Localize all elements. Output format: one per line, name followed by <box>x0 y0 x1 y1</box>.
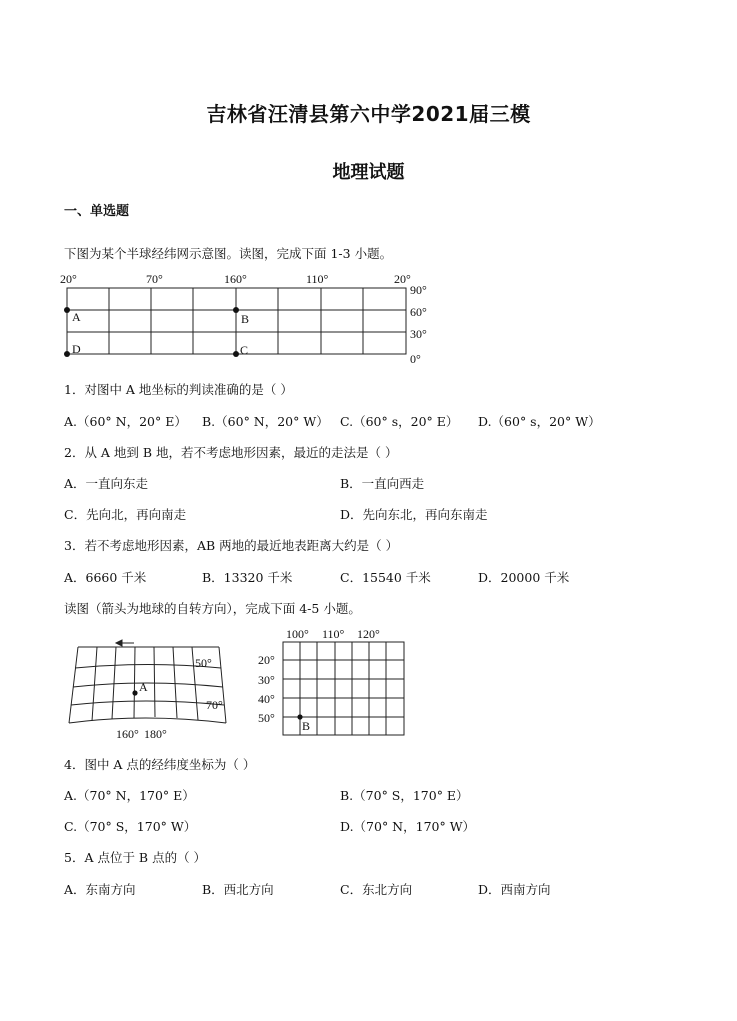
q3-option-b[interactable]: B．13320 千米 <box>202 570 293 585</box>
q1-option-a[interactable]: A.（60° N，20° E） <box>64 414 187 429</box>
fig1-lat-labels <box>410 283 427 366</box>
fig1-lon-labels <box>60 272 411 286</box>
question-4: 4．图中 A 点的经纬度坐标为（ ） <box>64 757 256 772</box>
fig1-lon-label: 110° <box>306 272 329 286</box>
fig1-lon-label: 20° <box>60 272 77 286</box>
figure-graticule-2 <box>64 635 234 745</box>
fig2-lon-label: 160° <box>116 727 139 741</box>
fig2-lat-label: 50° <box>195 656 212 670</box>
intro-text-2: 读图（箭头为地球的自转方向），完成下面 4-5 小题。 <box>64 601 361 616</box>
fig1-lon-label: 160° <box>224 272 247 286</box>
point-a-label: A <box>72 310 81 324</box>
q1-option-b[interactable]: B.（60° N，20° W） <box>202 414 329 429</box>
fig3-lat-label: 20° <box>258 653 275 667</box>
fig3-lon-label: 110° <box>322 627 345 641</box>
fig3-lon-label: 120° <box>357 627 380 641</box>
q4-option-d[interactable]: D.（70° N，170° W） <box>340 819 476 834</box>
section-heading: 一、单选题 <box>64 204 130 219</box>
q2-option-b[interactable]: B．一直向西走 <box>340 476 425 491</box>
fig3-lat-label: 40° <box>258 692 275 706</box>
q3-option-d[interactable]: D．20000 千米 <box>478 570 570 585</box>
point-d-label: D <box>72 342 81 356</box>
fig2-point-a-marker <box>132 690 137 695</box>
point-b-marker <box>233 307 239 313</box>
point-d-marker <box>64 351 70 357</box>
fig3-lon-labels <box>286 627 380 641</box>
point-c-marker <box>233 351 239 357</box>
q5-option-b[interactable]: B．西北方向 <box>202 882 274 897</box>
intro-text-1: 下图为某个半球经纬网示意图。读图，完成下面 1-3 小题。 <box>64 246 393 261</box>
q1-option-d[interactable]: D.（60° s，20° W） <box>478 414 601 429</box>
point-b-label: B <box>241 312 250 326</box>
page-title: 吉林省汪清县第六中学2021届三模 <box>206 102 531 126</box>
fig1-lat-label: 30° <box>410 327 427 341</box>
q3-option-a[interactable]: A．6660 千米 <box>64 570 147 585</box>
fig2-point-a-label: A <box>139 680 148 694</box>
question-1: 1．对图中 A 地坐标的判读准确的是（ ） <box>64 382 293 397</box>
fig2-lat-label: 70° <box>206 698 223 712</box>
figure-graticule-1 <box>60 270 440 370</box>
fig3-lat-label: 50° <box>258 711 275 725</box>
fig2-lon-label: 180° <box>144 727 167 741</box>
fig3-lat-labels <box>258 653 275 725</box>
fig1-lat-label: 0° <box>410 352 421 366</box>
q2-option-d[interactable]: D．先向东北，再向东南走 <box>340 507 488 522</box>
q1-option-c[interactable]: C.（60° s，20° E） <box>340 414 459 429</box>
fig1-lat-label: 60° <box>410 305 427 319</box>
q5-option-d[interactable]: D．西南方向 <box>478 882 551 897</box>
q4-option-c[interactable]: C.（70° S，170° W） <box>64 819 197 834</box>
q5-option-c[interactable]: C．东北方向 <box>340 882 413 897</box>
q2-option-a[interactable]: A．一直向东走 <box>64 476 149 491</box>
q5-option-a[interactable]: A．东南方向 <box>64 882 136 897</box>
fig1-lon-label: 70° <box>146 272 163 286</box>
q4-option-a[interactable]: A.（70° N，170° E） <box>64 788 195 803</box>
fig3-point-b-label: B <box>302 719 311 733</box>
figure-graticule-3 <box>258 626 408 738</box>
q2-option-c[interactable]: C．先向北，再向南走 <box>64 507 187 522</box>
question-5: 5．A 点位于 B 点的（ ） <box>64 850 207 865</box>
fig3-lat-label: 30° <box>258 673 275 687</box>
point-a-marker <box>64 307 70 313</box>
fig1-lat-label: 90° <box>410 283 427 297</box>
page-subtitle: 地理试题 <box>332 162 405 183</box>
question-3: 3．若不考虑地形因素，AB 两地的最近地表距离大约是（ ） <box>64 538 399 553</box>
fig1-grid <box>67 288 406 354</box>
q3-option-c[interactable]: C．15540 千米 <box>340 570 431 585</box>
q4-option-b[interactable]: B.（70° S，170° E） <box>340 788 469 803</box>
fig3-lon-label: 100° <box>286 627 309 641</box>
fig1-lon-label: 20° <box>394 272 411 286</box>
point-c-label: C <box>240 343 249 357</box>
question-2: 2．从 A 地到 B 地，若不考虑地形因素，最近的走法是（ ） <box>64 445 398 460</box>
